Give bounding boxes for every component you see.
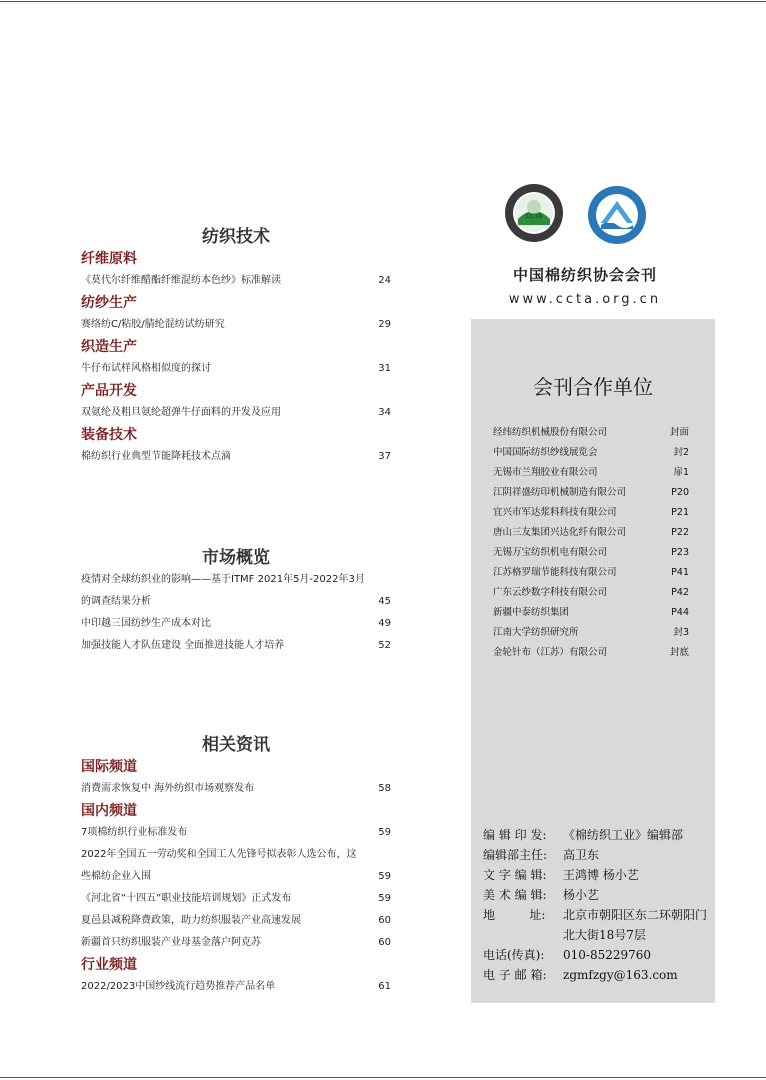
staff-row: 文 字 编 辑: 王鸿博 杨小艺 bbox=[483, 868, 639, 882]
section-title: 相关资讯 bbox=[202, 735, 270, 755]
partner-row: 无锡市兰翔胶业有限公司 扉1 bbox=[493, 467, 689, 478]
toc-entry[interactable]: 加强技能人才队伍建设 全面推进技能人才培养 52 bbox=[81, 640, 391, 651]
category-label: 国内频道 bbox=[81, 803, 137, 819]
toc-entry[interactable]: 2022年全国五一劳动奖和全国工人先锋号拟表彰人选公布，这 bbox=[81, 849, 357, 860]
section-market bbox=[81, 543, 391, 657]
logos bbox=[504, 183, 654, 247]
toc-entry[interactable]: 新疆首只纺织服装产业母基金落户阿克苏 60 bbox=[81, 937, 391, 948]
toc-entry[interactable]: 消费需求恢复中 海外纺织市场观察发布 58 bbox=[81, 783, 391, 794]
partner-row: 宜兴市军达浆料科技有限公司 P21 bbox=[493, 507, 689, 518]
partners-panel bbox=[471, 319, 715, 1003]
section-title: 市场概览 bbox=[202, 548, 270, 568]
toc-entry[interactable]: 赛络纺C/粘胶/腈纶混纺试纺研究 29 bbox=[81, 319, 391, 330]
svg-text:CCTA: CCTA bbox=[525, 213, 543, 220]
association-url[interactable]: www.ccta.org.cn bbox=[508, 292, 662, 307]
staff-row: 美 术 编 辑: 杨小艺 bbox=[483, 888, 600, 902]
toc-entry[interactable]: 双氨纶及粗旦氨纶超弹牛仔面料的开发及应用 34 bbox=[81, 407, 391, 418]
staff-row: 电 子 邮 箱: zgmfzgy@163.com bbox=[483, 968, 678, 982]
category-label: 行业频道 bbox=[81, 957, 137, 973]
partner-row: 广东云纱数字科技有限公司 P42 bbox=[493, 587, 689, 598]
toc-entry[interactable]: 《河北省“十四五”职业技能培训规划》正式发布 59 bbox=[81, 893, 391, 904]
association-title: 中国棉纺织协会会刊 bbox=[512, 266, 657, 284]
staff-row: 电话(传真): 010-85229760 bbox=[483, 948, 652, 962]
ccta-logo bbox=[504, 183, 564, 243]
top-rule bbox=[0, 1, 766, 2]
category-label: 纤维原料 bbox=[81, 251, 137, 267]
partner-row: 江阴祥盛纺印机械制造有限公司 P20 bbox=[493, 487, 689, 498]
toc-entry[interactable]: 的调查结果分析 45 bbox=[81, 596, 391, 607]
category-label: 装备技术 bbox=[81, 427, 137, 443]
section-tech bbox=[81, 222, 391, 468]
category-label: 纺纱生产 bbox=[81, 295, 137, 311]
staff-row: 地 址: 北京市朝阳区东二环朝阳门北大街18号7层 bbox=[483, 908, 708, 942]
partner-row: 唐山三友集团兴达化纤有限公司 P22 bbox=[493, 527, 689, 538]
toc-entry[interactable]: 7项棉纺织行业标准发布 59 bbox=[81, 827, 391, 838]
university-logo bbox=[587, 185, 647, 245]
partner-row: 无锡万宝纺织机电有限公司 P23 bbox=[493, 547, 689, 558]
section-news bbox=[81, 730, 391, 998]
editorial-staff bbox=[483, 825, 711, 985]
staff-row: 编 辑 印 发: 《棉纺织工业》编辑部 bbox=[483, 828, 684, 842]
category-label: 国际频道 bbox=[81, 759, 137, 775]
partner-row: 江苏格罗瑞节能科技有限公司 P41 bbox=[493, 567, 689, 578]
section-title: 纺织技术 bbox=[202, 227, 270, 247]
partner-list bbox=[493, 423, 689, 663]
partner-row: 中国国际纺织纱线展览会 封2 bbox=[493, 447, 689, 458]
toc-entry[interactable]: 些棉纺企业入围 59 bbox=[81, 871, 391, 882]
toc-entry[interactable]: 棉纺织行业典型节能降耗技术点滴 37 bbox=[81, 451, 391, 462]
toc-entry[interactable]: 疫情对全球纺织业的影响——基于ITMF 2021年5月-2022年3月 bbox=[81, 574, 365, 585]
partner-row: 金轮针布（江苏）有限公司 封底 bbox=[493, 647, 689, 658]
partner-row: 经纬纺织机械股份有限公司 封面 bbox=[493, 427, 689, 438]
category-label: 产品开发 bbox=[81, 383, 137, 399]
category-label: 织造生产 bbox=[81, 339, 137, 355]
toc-entry[interactable]: 中印越三国纺纱生产成本对比 49 bbox=[81, 618, 391, 629]
partner-row: 新疆中泰纺织集团 P44 bbox=[493, 607, 689, 618]
toc-entry[interactable]: 牛仔布试样风格相似度的探讨 31 bbox=[81, 363, 391, 374]
bottom-rule bbox=[0, 1077, 766, 1078]
toc-entry[interactable]: 夏邑县减税降费政策，助力纺织服装产业高速发展 60 bbox=[81, 915, 391, 926]
toc-entry[interactable]: 2022/2023中国纱线流行趋势推荐产品名单 61 bbox=[81, 981, 391, 992]
partner-row: 江南大学纺织研究所 封3 bbox=[493, 627, 689, 638]
toc-entry[interactable]: 《莫代尔纤维醋酯纤维混纺本色纱》标准解读 24 bbox=[81, 275, 391, 286]
partners-title: 会刊合作单位 bbox=[533, 375, 653, 399]
staff-row: 编辑部主任: 高卫东 bbox=[483, 848, 600, 862]
